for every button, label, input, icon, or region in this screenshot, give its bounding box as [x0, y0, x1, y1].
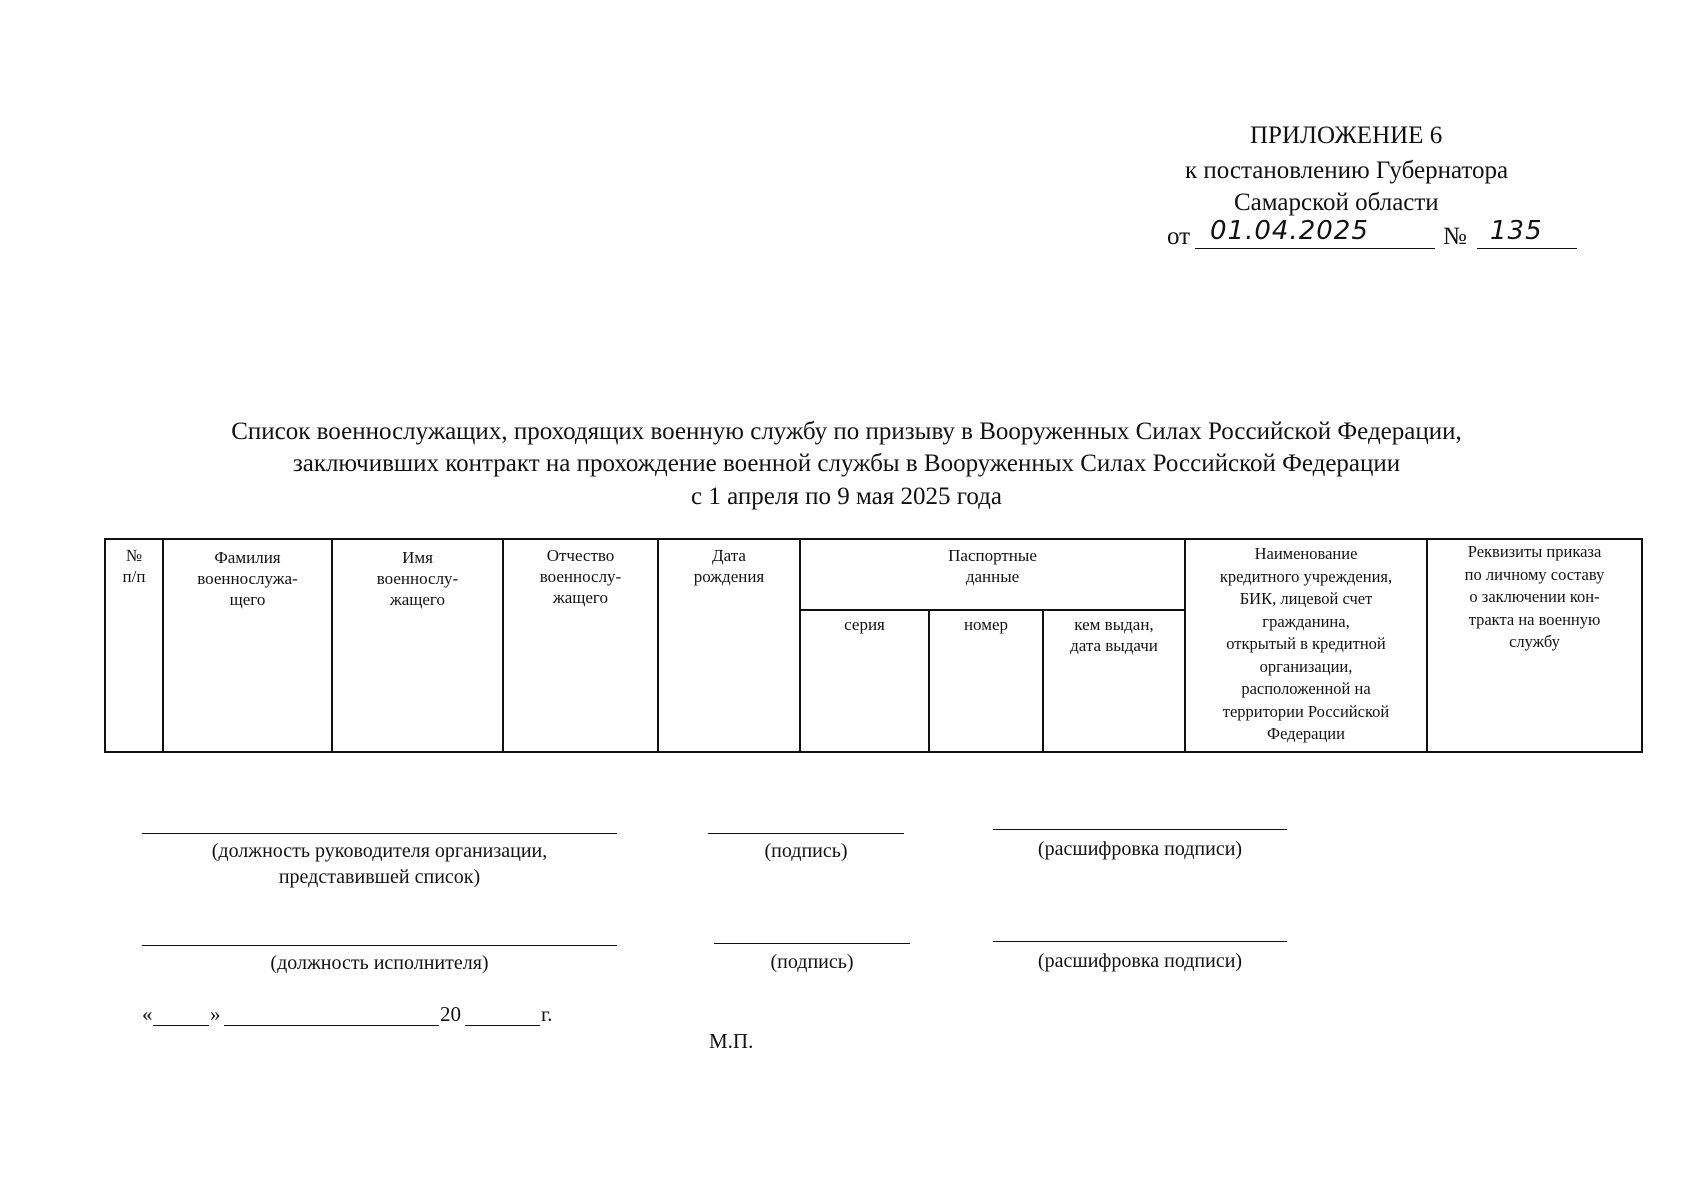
signature-line-1	[708, 833, 904, 834]
decoding-caption-1: (расшифровка подписи)	[1037, 838, 1243, 860]
head-position-caption: (должность руководителя организации, представившей список)	[211, 840, 548, 888]
date-year-suffix: г.	[541, 1002, 553, 1026]
executor-position-caption: (должность исполнителя)	[270, 952, 489, 974]
table-border-top	[104, 538, 1643, 540]
head-position-line	[142, 833, 617, 834]
document-title-line1: Список военнослужащих, проходящих военную службу по призыву в Вооруженных Силах Российской Федерации,	[231, 418, 1462, 445]
table-border-bottom	[104, 751, 1643, 753]
header-passport-issued: кем выдан, дата выдачи	[1070, 615, 1158, 655]
header-birth-date: Дата рождения	[693, 546, 765, 586]
date-handwritten: 01.04.2025	[1210, 216, 1369, 246]
header-order-details: Реквизиты приказа по личному составу о заключении кон- тракта на военную службу	[1464, 542, 1605, 651]
appendix-subtitle: к постановлению Губернатора	[1185, 157, 1509, 184]
document-title-line2: заключивших контракт на прохождение военной службы в Вооруженных Силах Российской Федерации	[292, 450, 1401, 477]
number-prefix: №	[1443, 223, 1467, 250]
header-passport-series: серия	[844, 615, 885, 634]
appendix-region: Самарской области	[1234, 189, 1439, 216]
header-name: Имя военнослу- жащего	[376, 548, 459, 609]
signature-line-2	[714, 943, 910, 944]
header-patronymic: Отчество военнослу- жащего	[539, 546, 622, 607]
appendix-title: ПРИЛОЖЕНИЕ 6	[1250, 122, 1443, 149]
header-bank-details: Наименование кредитного учреждения, БИК, лицевой счет гражданина, открытый в кредитной организации, расположенной на территории Российской Федерации	[1219, 544, 1393, 743]
date-month-line	[224, 1025, 439, 1026]
header-number: № п/п	[122, 546, 146, 586]
date-quote-open: «	[142, 1002, 153, 1026]
date-year-prefix: 20	[440, 1002, 461, 1026]
table-border-right	[1641, 538, 1643, 753]
number-handwritten: 135	[1490, 216, 1543, 246]
date-quote-close: »	[210, 1002, 221, 1026]
document-title-line3: с 1 апреля по 9 мая 2025 года	[691, 483, 1002, 510]
header-surname: Фамилия военнослужа- щего	[197, 548, 298, 609]
decoding-line-2	[993, 941, 1287, 942]
signature-caption-1: (подпись)	[764, 840, 848, 862]
executor-position-line	[142, 945, 617, 946]
decoding-line-1	[993, 829, 1287, 830]
signature-caption-2: (подпись)	[770, 951, 854, 973]
date-prefix: от	[1167, 223, 1191, 250]
stamp-placeholder: М.П.	[709, 1029, 754, 1053]
header-passport-number: номер	[963, 615, 1009, 634]
date-day-line	[153, 1025, 209, 1026]
header-passport: Паспортные данные	[948, 546, 1037, 586]
decoding-caption-2: (расшифровка подписи)	[1037, 950, 1243, 972]
table-subheader-divider	[799, 609, 1186, 611]
date-year-line	[465, 1025, 540, 1026]
